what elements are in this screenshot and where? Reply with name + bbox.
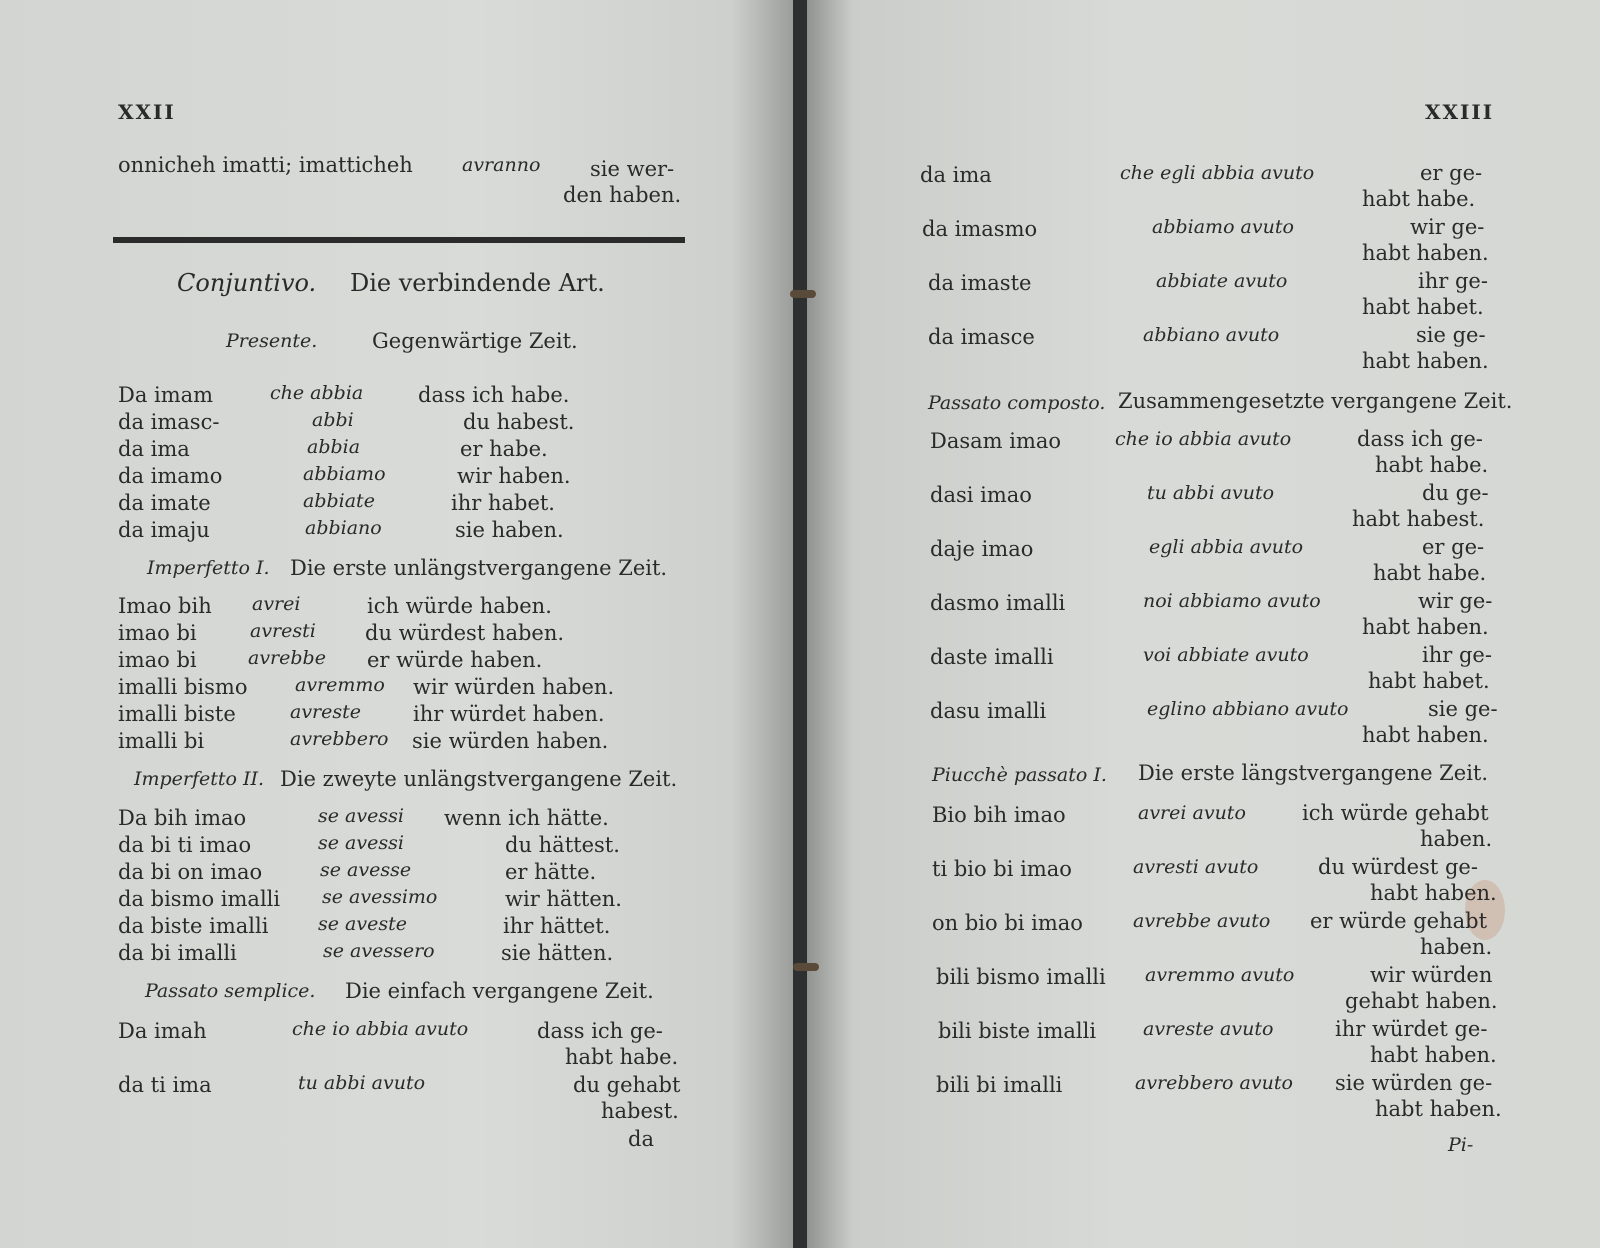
table-cell: du gehabt (573, 1073, 681, 1097)
table-cell: wenn ich hätte. (444, 806, 609, 830)
table-cell: se avessimo (322, 886, 438, 908)
table-cell: abbiamo (303, 463, 386, 485)
table-cell: ihr hättet. (503, 914, 611, 938)
section-rule (113, 237, 685, 243)
table-cell: Bio bih imao (932, 803, 1066, 827)
table-cell: haben. (1420, 935, 1493, 959)
table-cell: sie hätten. (501, 941, 614, 965)
table-cell: avrei (252, 593, 301, 615)
table-cell: habt haben. (1362, 241, 1489, 265)
table-cell: abbi (312, 409, 354, 431)
table-cell: sie würden ge- (1335, 1071, 1493, 1095)
tense-title-it: Imperfetto I. (147, 557, 270, 579)
table-cell: abbiate (303, 490, 375, 512)
table-cell: da ti ima (118, 1073, 212, 1097)
catchword: da (628, 1127, 654, 1151)
table-cell: wir würden haben. (413, 675, 615, 699)
section-heading-it: Conjuntivo. (177, 269, 317, 297)
table-cell: avrebbe avuto (1133, 910, 1271, 932)
table-cell: ihr ge- (1422, 643, 1492, 667)
table-cell: bili bismo imalli (936, 965, 1106, 989)
table-cell: avremmo avuto (1145, 964, 1295, 986)
table-cell: habt haben. (1362, 349, 1489, 373)
table-cell: haben. (1420, 827, 1493, 851)
table-cell: da bi ti imao (118, 833, 252, 857)
table-cell: da imasce (928, 325, 1035, 349)
table-cell: er ge- (1420, 161, 1483, 185)
tense-title-it: Passato composto. (928, 392, 1106, 414)
tense-title-it: Passato semplice. (145, 980, 316, 1002)
table-cell: daje imao (930, 537, 1034, 561)
table-cell: se avessi (318, 832, 404, 854)
table-cell: dass ich ge- (537, 1019, 663, 1043)
table-cell: da bi on imao (118, 860, 263, 884)
page-number-left: XXII (118, 100, 176, 124)
table-cell: wir würden (1370, 963, 1493, 987)
table-cell: dass ich ge- (1357, 427, 1483, 451)
table-cell: voi abbiate avuto (1143, 644, 1309, 666)
table-cell: sie ge- (1416, 323, 1486, 347)
table-cell: avrebbero (290, 728, 389, 750)
table-cell: wir ge- (1410, 215, 1485, 239)
table-cell: imalli biste (118, 702, 236, 726)
table-cell: avresti avuto (1133, 856, 1259, 878)
table-cell: habt haben. (1370, 881, 1497, 905)
tense-title-de: Die erste unlängstvergangene Zeit. (290, 556, 668, 580)
table-cell: sie würden haben. (412, 729, 609, 753)
table-cell: ich würde haben. (367, 594, 552, 618)
table-cell: du ge- (1422, 481, 1489, 505)
tense-title-de: Zusammengesetzte vergangene Zeit. (1118, 389, 1513, 413)
table-cell: imao bi (118, 648, 197, 672)
table-cell: habt habest. (1352, 507, 1485, 531)
table-cell: Da bih imao (118, 806, 247, 830)
table-cell: habest. (601, 1099, 679, 1123)
binding-stitch (790, 290, 816, 298)
table-cell: habt habe. (1375, 453, 1489, 477)
table-cell: se avessi (318, 805, 404, 827)
text-cell: den haben. (563, 183, 682, 207)
table-cell: dasu imalli (930, 699, 1047, 723)
table-cell: du würdest ge- (1318, 855, 1478, 879)
page-number-right: XXIII (1425, 100, 1495, 124)
table-cell: avrei avuto (1138, 802, 1246, 824)
table-cell: abbiano (305, 517, 382, 539)
table-cell: da imaju (118, 518, 210, 542)
table-cell: abbia (307, 436, 361, 458)
table-cell: avremmo (295, 674, 385, 696)
table-cell: da ima (920, 163, 992, 187)
table-cell: dasi imao (930, 483, 1032, 507)
table-cell: da imasmo (922, 217, 1038, 241)
table-cell: ihr würdet haben. (413, 702, 605, 726)
table-cell: abbiamo avuto (1152, 216, 1294, 238)
table-cell: habt haben. (1362, 723, 1489, 747)
table-cell: Da imah (118, 1019, 207, 1043)
table-cell: er würde haben. (367, 648, 543, 672)
table-cell: tu abbi avuto (298, 1072, 426, 1094)
table-cell: wir haben. (457, 464, 571, 488)
table-cell: er würde gehabt (1310, 909, 1488, 933)
table-cell: bili bi imalli (936, 1073, 1063, 1097)
text-cell: onnicheh imatti; imatticheh (118, 153, 413, 177)
table-cell: da imamo (118, 464, 223, 488)
table-cell: da bismo imalli (118, 887, 281, 911)
tense-title-de: Die erste längstvergangene Zeit. (1138, 761, 1489, 785)
table-cell: on bio bi imao (932, 911, 1083, 935)
table-cell: ihr habet. (451, 491, 555, 515)
table-cell: er ge- (1422, 535, 1485, 559)
table-cell: Da imam (118, 383, 214, 407)
table-cell: tu abbi avuto (1147, 482, 1275, 504)
table-cell: habt haben. (1362, 615, 1489, 639)
table-cell: ti bio bi imao (932, 857, 1072, 881)
table-cell: du habest. (463, 410, 575, 434)
table-cell: bili biste imalli (938, 1019, 1097, 1043)
table-cell: avrebbe (248, 647, 326, 669)
table-cell: che io abbia avuto (1115, 428, 1292, 450)
table-cell: sie haben. (455, 518, 564, 542)
table-cell: se avesse (320, 859, 412, 881)
table-cell: gehabt haben. (1345, 989, 1498, 1013)
table-cell: da imaste (928, 271, 1032, 295)
section-heading-de: Die verbindende Art. (350, 269, 605, 297)
table-cell: che egli abbia avuto (1120, 162, 1315, 184)
table-cell: habt haben. (1375, 1097, 1502, 1121)
table-cell: abbiano avuto (1143, 324, 1280, 346)
table-cell: se aveste (318, 913, 407, 935)
table-cell: ich würde gehabt (1302, 801, 1489, 825)
table-cell: Dasam imao (930, 429, 1062, 453)
table-cell: da bi imalli (118, 941, 237, 965)
table-cell: ihr würdet ge- (1335, 1017, 1488, 1041)
table-cell: avrebbero avuto (1135, 1072, 1293, 1094)
table-cell: se avessero (323, 940, 435, 962)
table-cell: habt haben. (1370, 1043, 1497, 1067)
tense-title-de: Die einfach vergangene Zeit. (345, 979, 654, 1003)
table-cell: daste imalli (930, 645, 1054, 669)
table-cell: eglino abbiano avuto (1147, 698, 1349, 720)
table-cell: du würdest haben. (365, 621, 565, 645)
text-cell: avranno (462, 154, 541, 176)
table-cell: egli abbia avuto (1149, 536, 1304, 558)
table-cell: abbiate avuto (1156, 270, 1288, 292)
book-gutter (793, 0, 807, 1248)
table-cell: sie ge- (1428, 697, 1498, 721)
table-cell: imalli bismo (118, 675, 248, 699)
table-cell: habt habe. (1362, 187, 1476, 211)
table-cell: er hätte. (505, 860, 597, 884)
table-cell: dass ich habe. (418, 383, 570, 407)
table-cell: dasmo imalli (930, 591, 1066, 615)
table-cell: ihr ge- (1418, 269, 1488, 293)
table-cell: er habe. (460, 437, 548, 461)
table-cell: che abbia (270, 382, 364, 404)
text-cell: sie wer- (590, 157, 675, 181)
table-cell: avresti (250, 620, 316, 642)
binding-stitch (793, 963, 819, 971)
table-cell: da biste imalli (118, 914, 269, 938)
table-cell: wir ge- (1418, 589, 1493, 613)
table-cell: habt habe. (1373, 561, 1487, 585)
tense-title-it: Imperfetto II. (134, 768, 265, 790)
table-cell: habt habe. (565, 1045, 679, 1069)
table-cell: noi abbiamo avuto (1143, 590, 1321, 612)
table-cell: habt habet. (1368, 669, 1490, 693)
table-cell: imao bi (118, 621, 197, 645)
table-cell: imalli bi (118, 729, 205, 753)
table-cell: avreste (290, 701, 362, 723)
table-cell: da imasc- (118, 410, 220, 434)
tense-title-it: Piucchè passato I. (932, 764, 1107, 786)
table-cell: da ima (118, 437, 190, 461)
tense-title-de: Die zweyte unlängstvergangene Zeit. (280, 767, 678, 791)
catchword: Pi- (1448, 1134, 1474, 1156)
table-cell: avreste avuto (1143, 1018, 1274, 1040)
tense-title-it: Presente. (226, 330, 318, 352)
table-cell: Imao bih (118, 594, 212, 618)
table-cell: wir hätten. (505, 887, 622, 911)
table-cell: che io abbia avuto (292, 1018, 469, 1040)
table-cell: du hättest. (505, 833, 620, 857)
table-cell: habt habet. (1362, 295, 1484, 319)
table-cell: da imate (118, 491, 211, 515)
tense-title-de: Gegenwärtige Zeit. (372, 329, 578, 353)
